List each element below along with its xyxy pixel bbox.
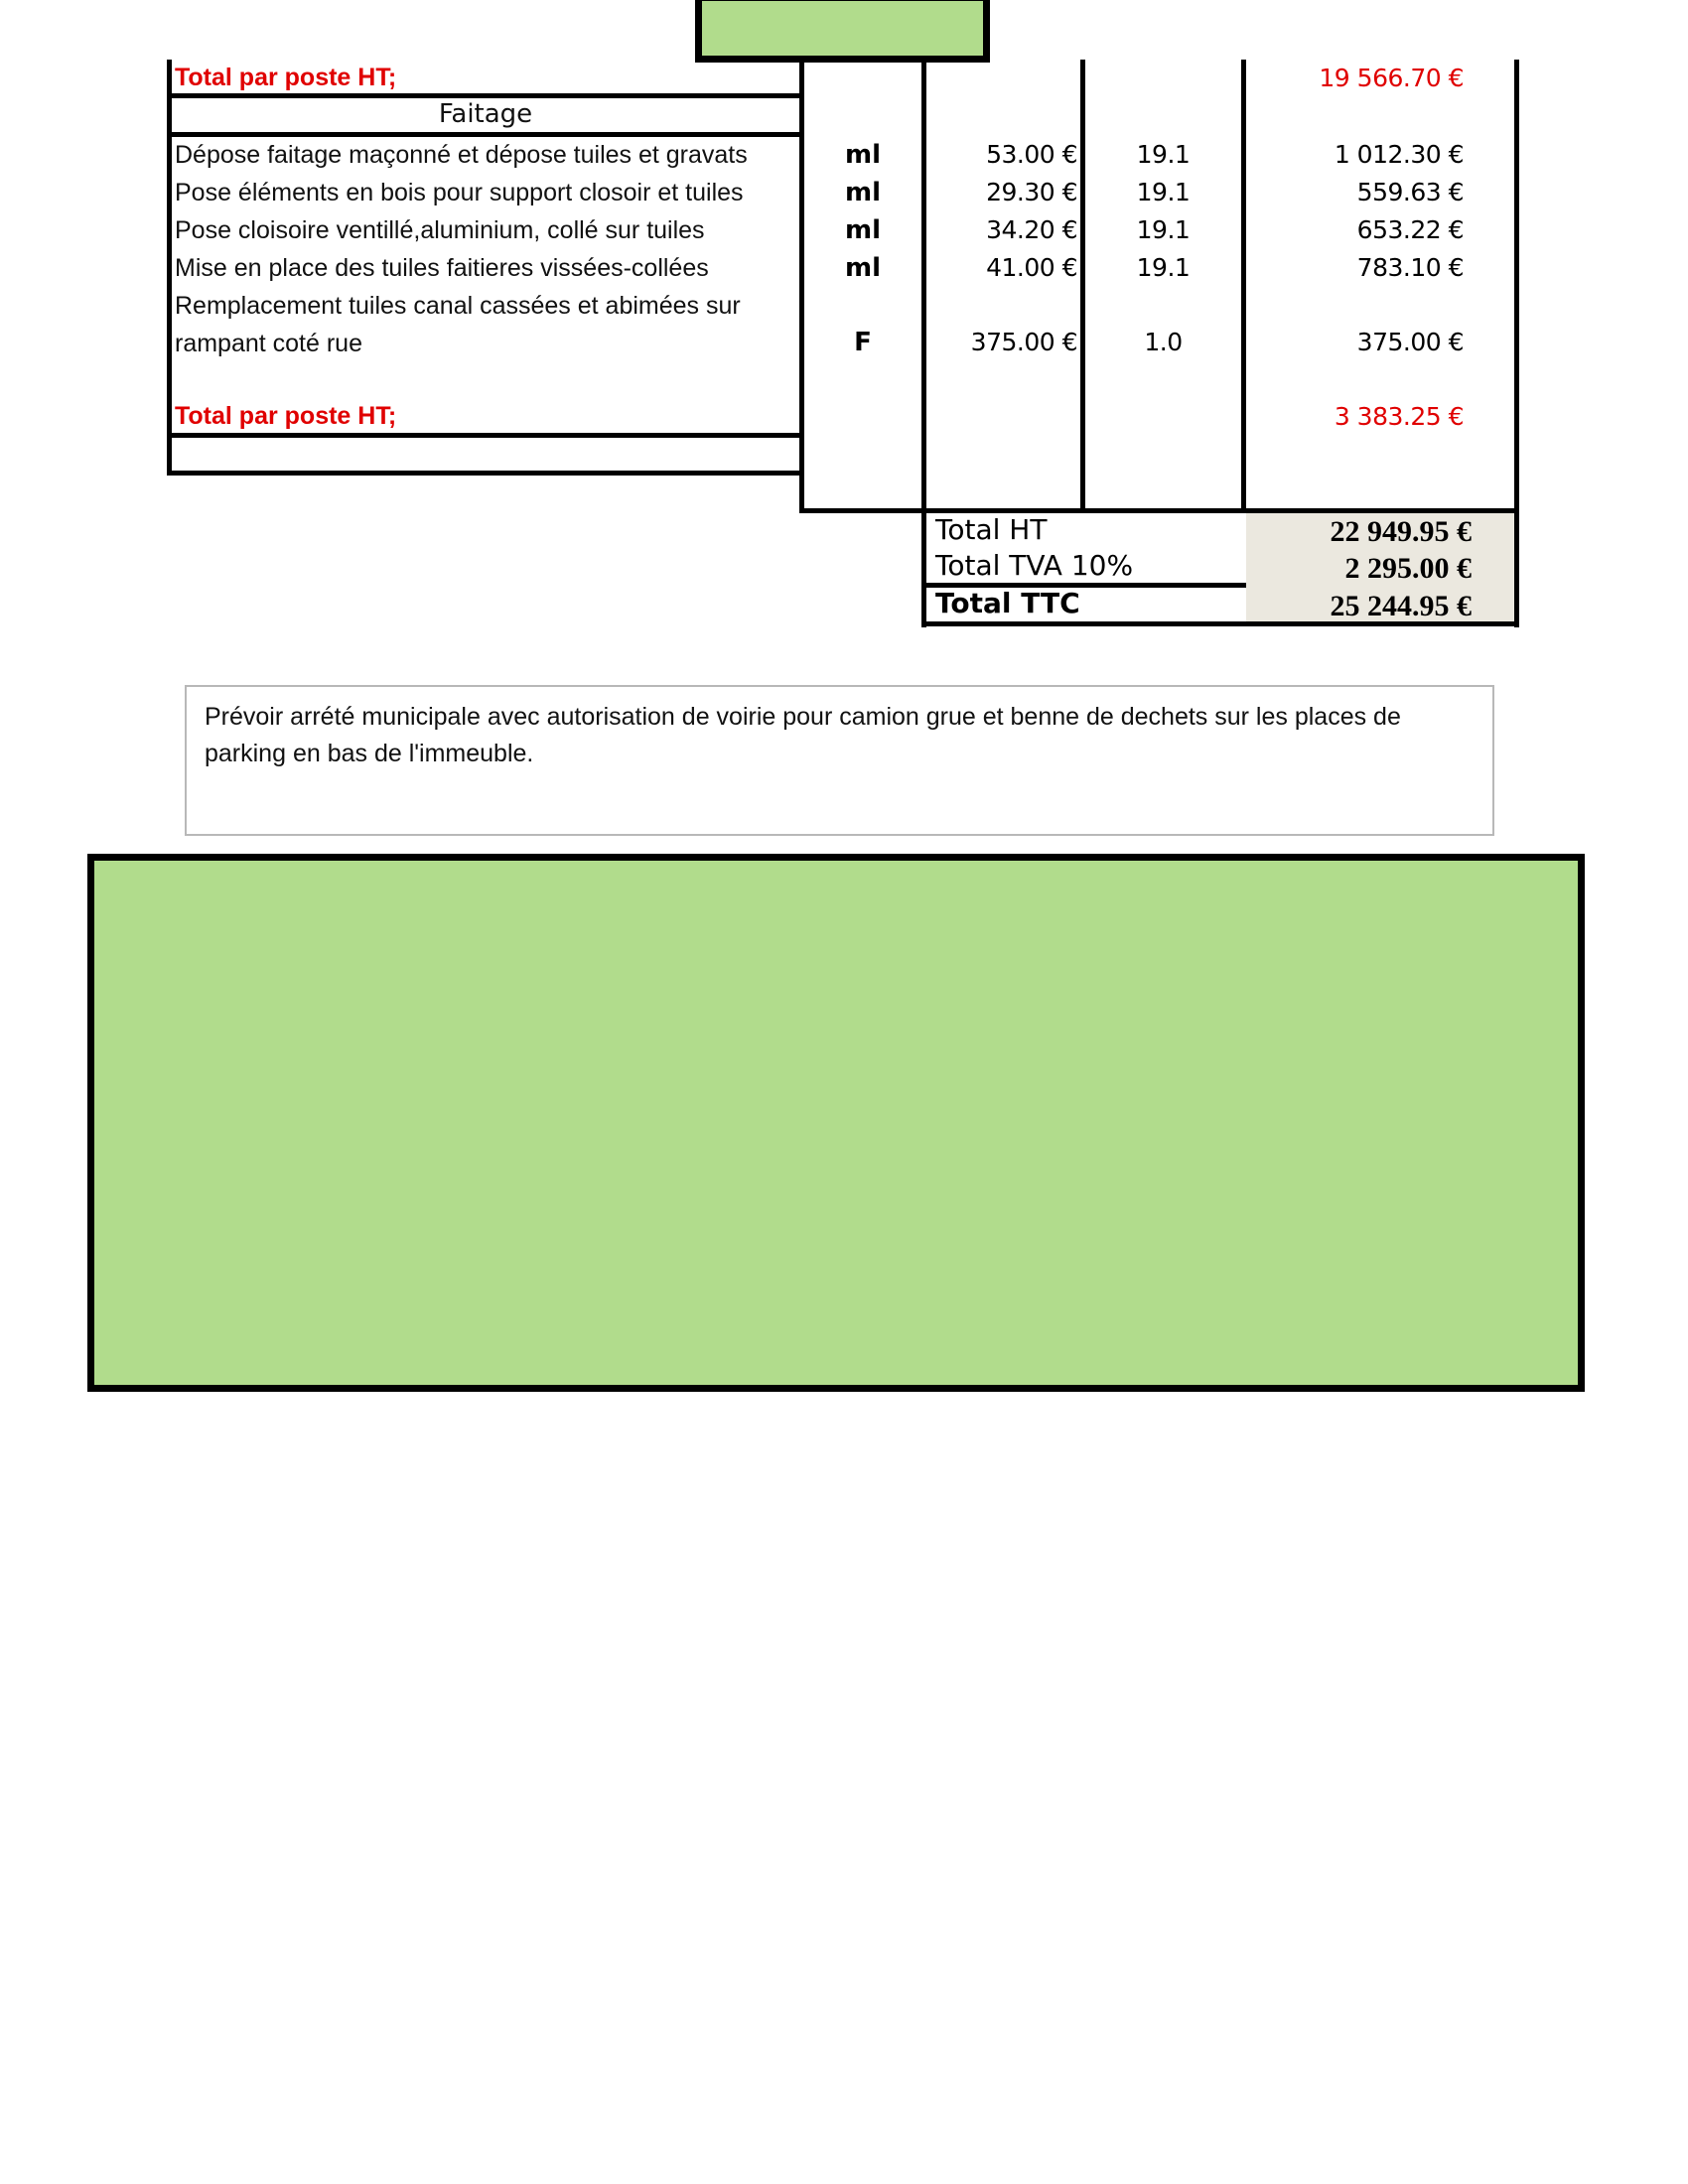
row-unit: ml [844, 253, 881, 283]
section-total-value: 3 383.25 € [1334, 402, 1464, 431]
previous-section-total-value: 19 566.70 € [1319, 64, 1464, 92]
row-total: 783.10 € [1356, 253, 1464, 282]
section-title: Faitage [438, 99, 533, 129]
table-border [799, 60, 804, 512]
row-total: 375.00 € [1356, 328, 1464, 356]
total-ht-value: 22 949.95 € [1330, 515, 1472, 548]
row-quantity: 19.1 [1136, 140, 1191, 169]
total-ht-label: Total HT [935, 513, 1048, 546]
row-quantity: 19.1 [1136, 215, 1191, 244]
total-tva-label: Total TVA 10% [935, 549, 1134, 582]
table-border [1080, 60, 1085, 512]
section-total-label: Total par poste HT; [175, 402, 397, 430]
total-ttc-value: 25 244.95 € [1330, 590, 1472, 622]
row-total: 559.63 € [1356, 178, 1464, 206]
row-description: Pose éléments en bois pour support closoir et tuiles [175, 179, 744, 206]
note-box [185, 685, 1494, 836]
total-tva-value: 2 295.00 € [1344, 552, 1472, 585]
row-unit-price: 29.30 € [986, 178, 1077, 206]
total-ttc-label: Total TTC [935, 587, 1080, 619]
note-text: Prévoir arrété municipale avec autorisation de voirie pour camion grue et benne de dechets sur les places de parking en bas de l'immeuble. [205, 703, 1401, 767]
row-description: Pose cloisoire ventillé,aluminium, collé sur tuiles [175, 216, 705, 244]
row-description: Dépose faitage maçonné et dépose tuiles et gravats [175, 141, 748, 169]
table-border [167, 433, 804, 438]
table-border [167, 471, 804, 476]
row-total: 1 012.30 € [1334, 140, 1464, 169]
row-total: 653.22 € [1356, 215, 1464, 244]
table-border [921, 60, 926, 627]
row-unit: ml [844, 178, 881, 207]
row-quantity: 1.0 [1144, 328, 1183, 356]
row-unit-price: 375.00 € [970, 328, 1077, 356]
table-border [1241, 60, 1246, 512]
row-unit: F [854, 328, 872, 357]
row-description: Mise en place des tuiles faitieres vissées-collées [175, 254, 709, 282]
header-green-box [695, 0, 990, 63]
table-border [1514, 60, 1519, 627]
row-description-continued: rampant coté rue [175, 330, 362, 357]
row-unit-price: 41.00 € [986, 253, 1077, 282]
previous-section-total-label: Total par poste HT; [175, 64, 397, 91]
row-description: Remplacement tuiles canal cassées et abimées sur [175, 292, 741, 320]
row-unit: ml [844, 140, 881, 170]
footer-green-box [87, 854, 1585, 1392]
row-unit-price: 53.00 € [986, 140, 1077, 169]
table-border [167, 132, 804, 137]
row-unit-price: 34.20 € [986, 215, 1077, 244]
row-quantity: 19.1 [1136, 178, 1191, 206]
row-unit: ml [844, 215, 881, 245]
row-quantity: 19.1 [1136, 253, 1191, 282]
